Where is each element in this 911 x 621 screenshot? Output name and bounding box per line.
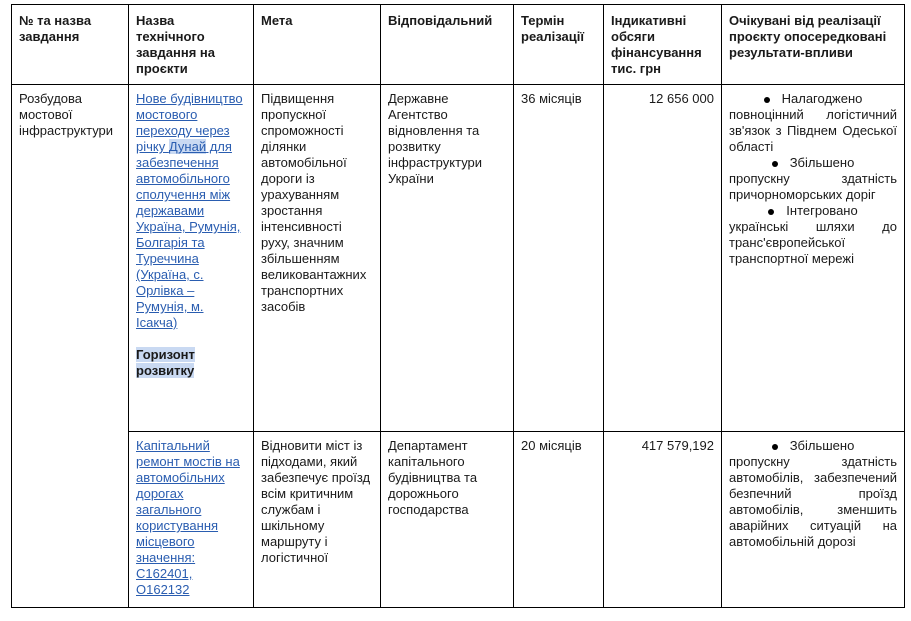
- results-cell: [722, 85, 905, 432]
- header-task: № та назва завдання: [12, 5, 129, 85]
- responsible-cell: Державне Агентство відновлення та розвитку інфраструктури України: [381, 85, 514, 432]
- term-cell: 20 місяців: [514, 432, 604, 608]
- result-item: Збільшено пропускну здатність причорноморських доріг: [729, 155, 897, 202]
- result-item: Інтегровано українські шляхи до транс'європейської транспортної мережі: [729, 203, 897, 266]
- header-funding: Індикативні обсяги фінансування тис. грн: [604, 5, 722, 85]
- bullet-icon: [772, 161, 778, 167]
- project-link-danube-bridge[interactable]: Нове будівництво мостового переходу через річку Дунай для забезпечення автомобільного сполучення між державами Україна, Румунія, Болгарія та Туреччина (Україна, с. Орлівка – Румунія, м. Ісакча): [136, 91, 243, 330]
- header-project-name: Назва технічного завдання на проєкти: [129, 5, 254, 85]
- task-cell: [12, 85, 129, 608]
- project-table: [11, 4, 905, 608]
- header-results: Очікувані від реалізації проєкту опосередковані результати-впливи: [722, 5, 905, 85]
- header-term: Термін реалізації: [514, 5, 604, 85]
- responsible-cell: Департамент капітального будівництва та дорожнього господарства: [381, 432, 514, 608]
- header-goal: Мета: [254, 5, 381, 85]
- bullet-icon: [768, 209, 774, 215]
- funding-cell: 417 579,192: [604, 432, 722, 608]
- header-row: [12, 5, 905, 85]
- horizon-label: Горизонт розвитку: [136, 347, 195, 378]
- result-item: Налагоджено повноцінний логістичний зв'язок з Півднем Одеської області: [729, 91, 897, 154]
- task-name: Розбудова мостової інфраструктури: [19, 91, 114, 138]
- term-cell: 36 місяців: [514, 85, 604, 432]
- bullet-icon: [764, 97, 770, 103]
- highlight-danube: Дунай: [168, 139, 207, 154]
- header-responsible: Відповідальний: [381, 5, 514, 85]
- results-cell: [722, 432, 905, 608]
- result-item: Збільшено пропускну здатність автомобілів, забезпечений безпечний проїзд автомобілів, зменшить аварійних ситуацій на автомобільній дорозі: [729, 438, 897, 549]
- project-link-bridge-repair[interactable]: Капітальний ремонт мостів на автомобільних дорогах загального користування місцевого значення: С162401, О162132: [136, 438, 240, 597]
- project-cell: [129, 432, 254, 608]
- bullet-icon: [772, 444, 778, 450]
- table-row: [12, 85, 905, 432]
- goal-cell: Підвищення пропускної спроможності ділянки автомобільної дороги із урахуванням зростання інтенсивності руху, значним збільшенням великовантажних транспортних засобів: [254, 85, 381, 432]
- funding-cell: 12 656 000: [604, 85, 722, 432]
- project-cell: [129, 85, 254, 432]
- table-row: [12, 432, 905, 608]
- goal-cell: Відновити міст із підходами, який забезпечує проїзд всім критичним службам і шкільному маршруту і логістичної: [254, 432, 381, 608]
